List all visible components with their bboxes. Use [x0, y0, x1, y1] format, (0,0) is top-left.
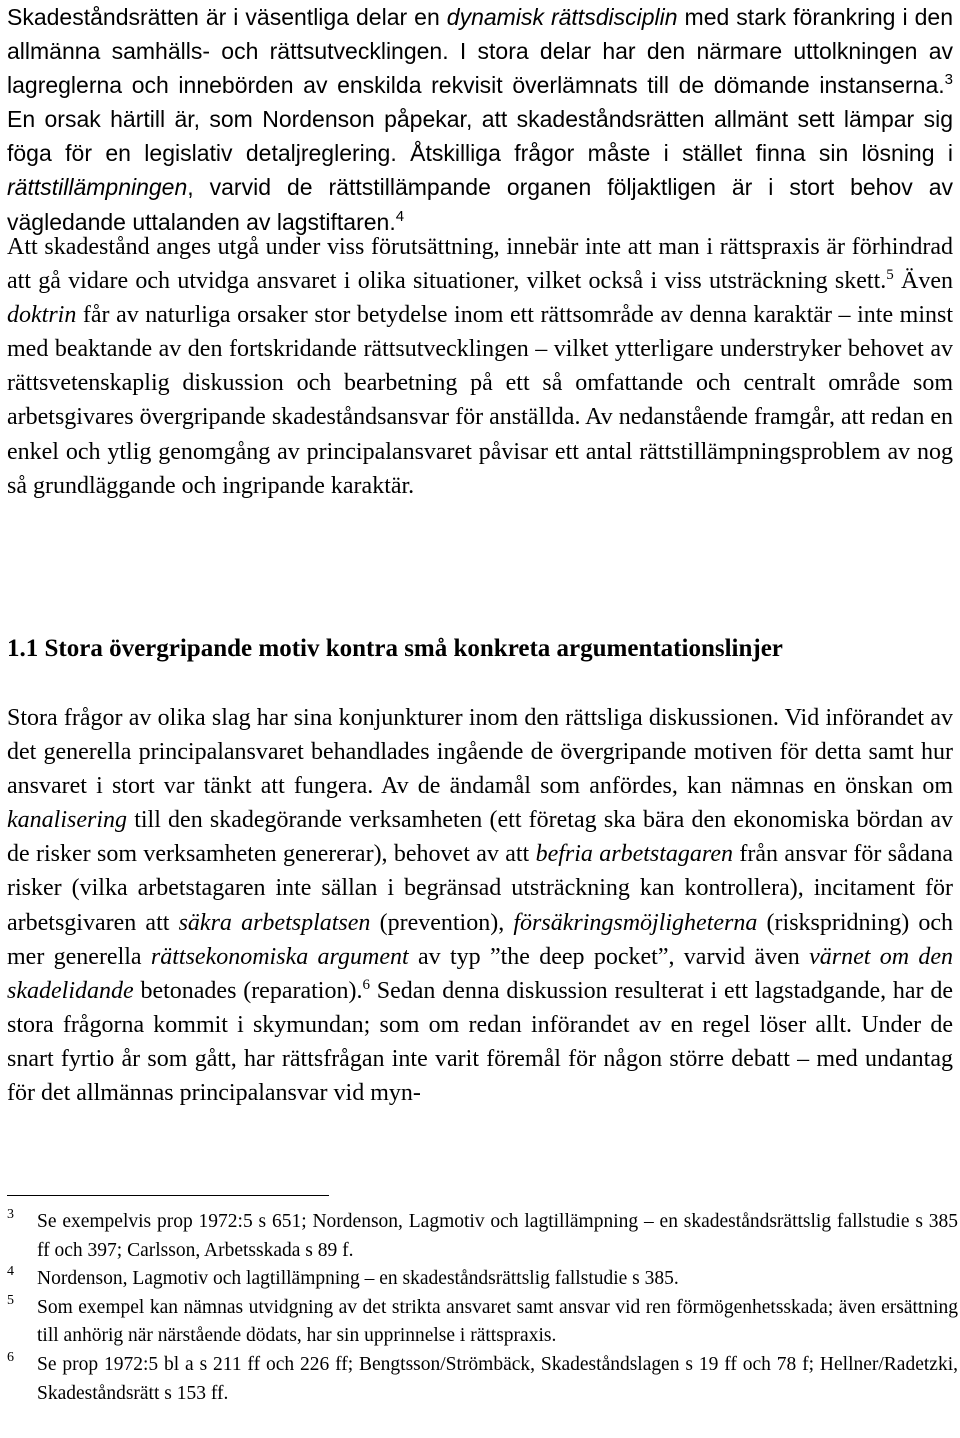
- footnote-6: [7, 1351, 958, 1408]
- footnote-number: 3: [7, 1207, 14, 1222]
- text-run: från ansvar för sådana risker (vilka arbetstagaren inte sällan i begränsad utsträckning kan kontrollera), incitament för arbetsgivaren att: [7, 841, 953, 936]
- emphasis: kanalisering: [7, 807, 127, 834]
- footnote-number: 5: [7, 1292, 14, 1308]
- text-run: Även: [893, 268, 954, 295]
- footnote-4: [7, 1265, 958, 1294]
- text-run: (prevention),: [370, 909, 514, 936]
- paragraph-section: [7, 701, 953, 1110]
- footnote-ref-5[interactable]: 5: [886, 267, 894, 284]
- text-run: får av naturliga orsaker stor betydelse inom ett rättsområde av denna karaktär – inte minst med beaktande av den fortskridande rättsutvecklingen – vilket ytterligare understryker behovet av rättsvetenskaplig diskussion och bearbetning på ett så omfattande och centralt område som arbetsgivares övergripande skadeståndsansvar för anställda. Av nedanstående framgår, att redan en enkel och ytlig genomgång av principalansvaret påvisar ett antal rättstillämpningsproblem av nog så grundläggande och ingripande karaktär.: [7, 302, 953, 499]
- emphasis: värnet om den skadelidande: [7, 943, 954, 1004]
- paragraph-intro-sans: [7, 0, 953, 239]
- footnote-ref-3[interactable]: 3: [944, 71, 953, 89]
- text-run: En orsak härtill är, som Nordenson påpekar, att skadeståndsrätten allmänt sett lämpar sig föga för en legislativ detaljreglering. Åtskilliga frågor måste i stället finna sin lösning i: [7, 106, 953, 167]
- footnote-text: Som exempel kan nämnas utvidgning av det strikta ansvaret samt ansvar vid ren förmögenhetsskada; även ersättning till anhörig när närstående dödats, har sin upprinnelse i rättspraxis.: [37, 1296, 958, 1347]
- footnotes: [7, 1208, 958, 1408]
- footnote-ref-4[interactable]: 4: [395, 207, 405, 225]
- emphasis: doktrin: [7, 302, 77, 329]
- emphasis: säkra arbetsplatsen: [178, 909, 371, 936]
- footnote-text: Nordenson, Lagmotiv och lagtillämpning – en skadeståndsrättslig fallstudie s 385.: [37, 1268, 679, 1290]
- emphasis: rättsekonomiska argument: [150, 943, 409, 970]
- emphasis: rättstillämpningen: [7, 174, 188, 201]
- emphasis: befria arbetstagaren: [535, 841, 734, 868]
- text-run: Skadeståndsrätten är i väsentliga delar en: [7, 4, 447, 30]
- text-run: , varvid de rättstillämpande organen följaktligen är i stort behov av vägledande uttalanden av lagstiftaren.: [7, 174, 953, 235]
- text-run: (riskspridning) och mer generella: [7, 909, 954, 970]
- emphasis: dynamisk rättsdisciplin: [446, 4, 678, 30]
- footnote-number: 6: [7, 1349, 14, 1365]
- text-run: Stora frågor av olika slag har sina konjunkturer inom den rättsliga diskussionen. Vid införandet av det generella principalansvaret behandlades ingående de övergripande motiven för detta samt hur ansvaret i stort var tänkt att fungera. Av de ändamål som anfördes, kan nämnas en önskan om: [7, 705, 953, 800]
- footnote-3: [7, 1208, 958, 1265]
- emphasis: försäkringsmöjligheterna: [513, 909, 758, 936]
- text-run: till den skadegörande verksamheten (ett företag ska bära den ekonomiska bördan av de risker som verksamheten genererar), behovet av att: [7, 807, 953, 868]
- section-heading: 1.1 Stora övergripande motiv kontra små konkreta argumentationslinjer: [7, 635, 783, 662]
- footnote-text: Se prop 1972:5 bl a s 211 ff och 226 ff; Bengtsson/Strömbäck, Skadeståndslagen s 19 ff och 78 f; Hellner/Radetzki, Skadeståndsrätt s 153 ff.: [37, 1353, 958, 1404]
- footnote-separator: [7, 1195, 329, 1196]
- footnote-ref-6[interactable]: 6: [362, 976, 370, 993]
- text-run: Sedan denna diskussion resulterat i ett lagstadgande, har de stora frågorna kommit i skymundan; som om redan införandet av en regel löser allt. Under de snart fyrtio år som gått, har rättsfrågan inte varit föremål för någon större debatt – med undantag för det allmännas principalansvar vid myn-: [7, 977, 953, 1107]
- text-run: betonades (reparation).: [133, 977, 363, 1004]
- text-run: av typ ”the deep pocket”, varvid även: [408, 943, 810, 970]
- footnote-number: 4: [7, 1264, 14, 1280]
- paragraph-intro-serif: [7, 230, 953, 503]
- footnote-5: [7, 1294, 958, 1351]
- footnote-text: Se exempelvis prop 1972:5 s 651; Nordenson, Lagmotiv och lagtillämpning – en skadeståndsrättslig fallstudie s 385 ff och 397; Carlsson, Arbetsskada s 89 f.: [37, 1211, 958, 1261]
- text-run: Att skadestånd anges utgå under viss förutsättning, innebär inte att man i rättspraxis är förhindrad att gå vidare och utvidga ansvaret i olika situationer, vilket också i viss utsträckning skett.: [7, 234, 953, 295]
- text-run: med stark förankring i den allmänna samhälls- och rättsutvecklingen. I stora delar har den närmare uttolkningen av lagreglerna och innebörden av enskilda rekvisit överlämnats till de dömande instanserna.: [7, 4, 953, 99]
